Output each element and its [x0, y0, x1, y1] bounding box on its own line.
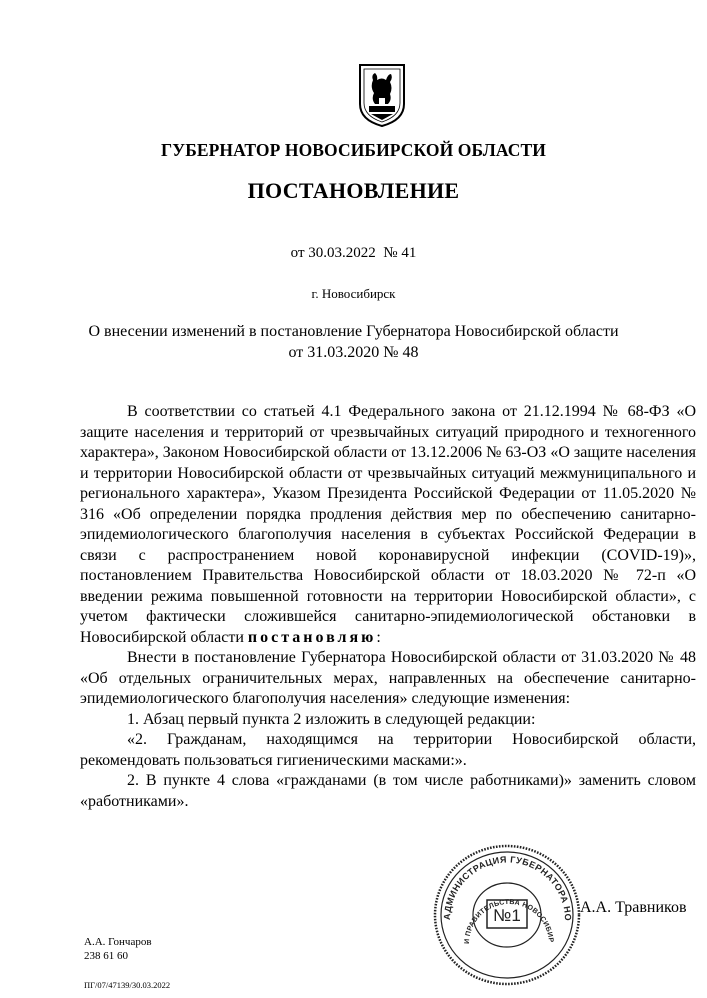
stamp-outer-text: АДМИНИСТРАЦИЯ ГУБЕРНАТОРА НО [441, 854, 574, 922]
executor-phone: 238 61 60 [84, 950, 128, 962]
preamble-text: В соответствии со статьей 4.1 Федерального закона от 21.12.1994 № 68-ФЗ «О защите населения и территорий от чрезвычайных ситуаций природного и техногенного характера», Законом Новосибирской области от 13.12.2006 № 63-ОЗ «О защите населения и территории Новосибирской области от чрезвычайных ситуаций межмуниципального и регионального характера», Указом Президента Российской Федерации от 11.05.2020 № 316 «Об определении порядка продления действия мер по обеспечению санитарно-эпидемиологического благополучия населения в субъектах Российской Федерации в связи с распространением новой коронавирусной инфекции (COVID-19)», постановлением Правительства Новосибирской области от 18.03.2020 № 72-п «О введении режима повышенной готовности на территории Новосибирской области», с учетом фактически сложившейся санитарно-эпидемиологической обстановки в Новосибирской области [80, 403, 696, 646]
stamp-number: №1 [493, 906, 521, 925]
stamp-inner-text: И ПРАВИТЕЛЬСТВА НОВОСИБИР [463, 898, 555, 945]
decree-word: постановляю [247, 628, 377, 646]
body-paragraph-preamble [80, 402, 696, 648]
official-stamp [426, 840, 588, 990]
document-subject [0, 321, 707, 363]
subject-line-1: О внесении изменений в постановление Губернатора Новосибирской области [88, 323, 619, 340]
body-paragraph-new-text: «2. Гражданам, находящимся на территории Новосибирской области, рекомендовать пользоваться гигиеническими масками:». [80, 731, 696, 769]
document-type-title: ПОСТАНОВЛЕНИЕ [247, 178, 460, 203]
body-paragraph-item-2: 2. В пункте 4 слова «гражданами (в том числе работниками)» заменить словом «работниками». [80, 772, 696, 810]
executor-name: А.А. Гончаров [84, 936, 152, 948]
issuing-authority: ГУБЕРНАТОР НОВОСИБИРСКОЙ ОБЛАСТИ [161, 140, 546, 160]
signature-name: А.А. Травников [580, 899, 687, 916]
document-body [80, 402, 696, 812]
body-paragraph-amendment: Внести в постановление Губернатора Новосибирской области от 31.03.2020 № 48 «Об отдельных ограничительных мерах, направленных на обеспечение санитарно-эпидемиологического благополучия населения» следующие изменения: [80, 649, 696, 707]
document-date-number: от 30.03.2022 № 41 [290, 245, 417, 261]
executor-block [84, 935, 152, 963]
coat-of-arms-emblem [357, 62, 407, 128]
decree-colon: : [376, 628, 381, 646]
subject-line-2: от 31.03.2020 № 48 [288, 344, 419, 361]
document-city: г. Новосибирск [311, 286, 396, 301]
body-paragraph-item-1: 1. Абзац первый пункта 2 изложить в следующей редакции: [127, 710, 536, 728]
document-registration-code: ПГ/07/47139/30.03.2022 [84, 980, 171, 990]
